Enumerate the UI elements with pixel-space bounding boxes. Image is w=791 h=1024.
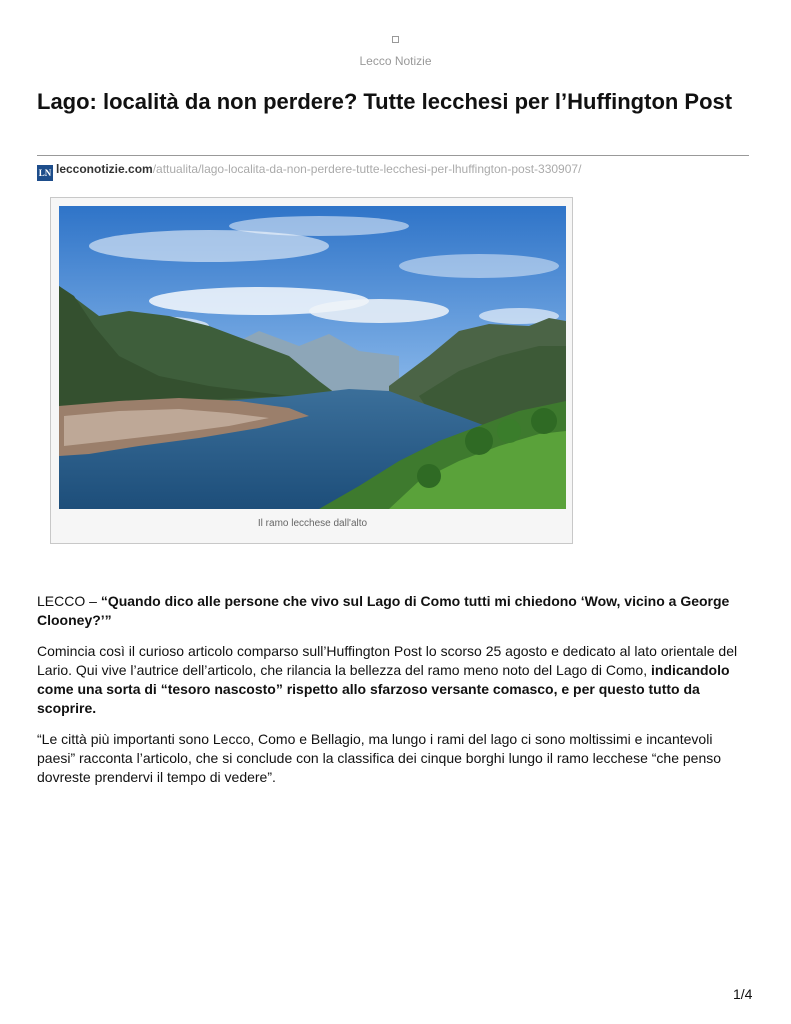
paragraph-2-text: Comincia così il curioso articolo comparso sull’Huffington Post lo scorso 25 agosto e dedicato al lato orientale del Lario. Qui vive l’autrice dell’articolo, che rilancia la bellezza del ramo meno noto del Lago di Como,	[37, 643, 738, 678]
paragraph-1	[37, 592, 749, 630]
page-number: 1/4	[733, 986, 753, 1002]
dateline: LECCO –	[37, 593, 101, 609]
site-name: Lecco Notizie	[359, 54, 432, 68]
paragraph-2	[37, 642, 749, 718]
article-body	[37, 592, 749, 799]
article-figure	[50, 197, 573, 544]
paragraph-2-bold: indicandolo come una sorta di “tesoro nascosto” rispetto allo sfarzoso versante comasco, e per questo tutto da scoprire.	[37, 662, 730, 716]
lake-photo	[59, 206, 566, 509]
source-path[interactable]: /attualita/lago-localita-da-non-perdere-tutte-lecchesi-per-lhuffington-post-330907/	[152, 162, 582, 176]
image-placeholder-icon	[392, 36, 399, 43]
site-logo-icon: LN	[37, 165, 53, 181]
quote-lead: “Quando dico alle persone che vivo sul Lago di Como tutti mi chiedono ‘Wow, vicino a George Clooney?’”	[37, 593, 730, 628]
source-domain[interactable]: lecconotizie.com	[56, 162, 153, 176]
image-caption: Il ramo lecchese dall'alto	[257, 518, 368, 529]
site-header	[0, 30, 791, 68]
source-link[interactable]	[37, 162, 581, 181]
article-title: Lago: località da non perdere? Tutte lecchesi per l’Huffington Post	[37, 89, 733, 114]
paragraph-3: “Le città più importanti sono Lecco, Como e Bellagio, ma lungo i rami del lago ci sono moltissimi e incantevoli paesi” racconta l’articolo, che si conclude con la classifica dei cinque borghi lungo il ramo lecchese “che penso dovreste prendervi il tempo di vedere”.	[37, 731, 722, 785]
divider	[37, 155, 749, 156]
